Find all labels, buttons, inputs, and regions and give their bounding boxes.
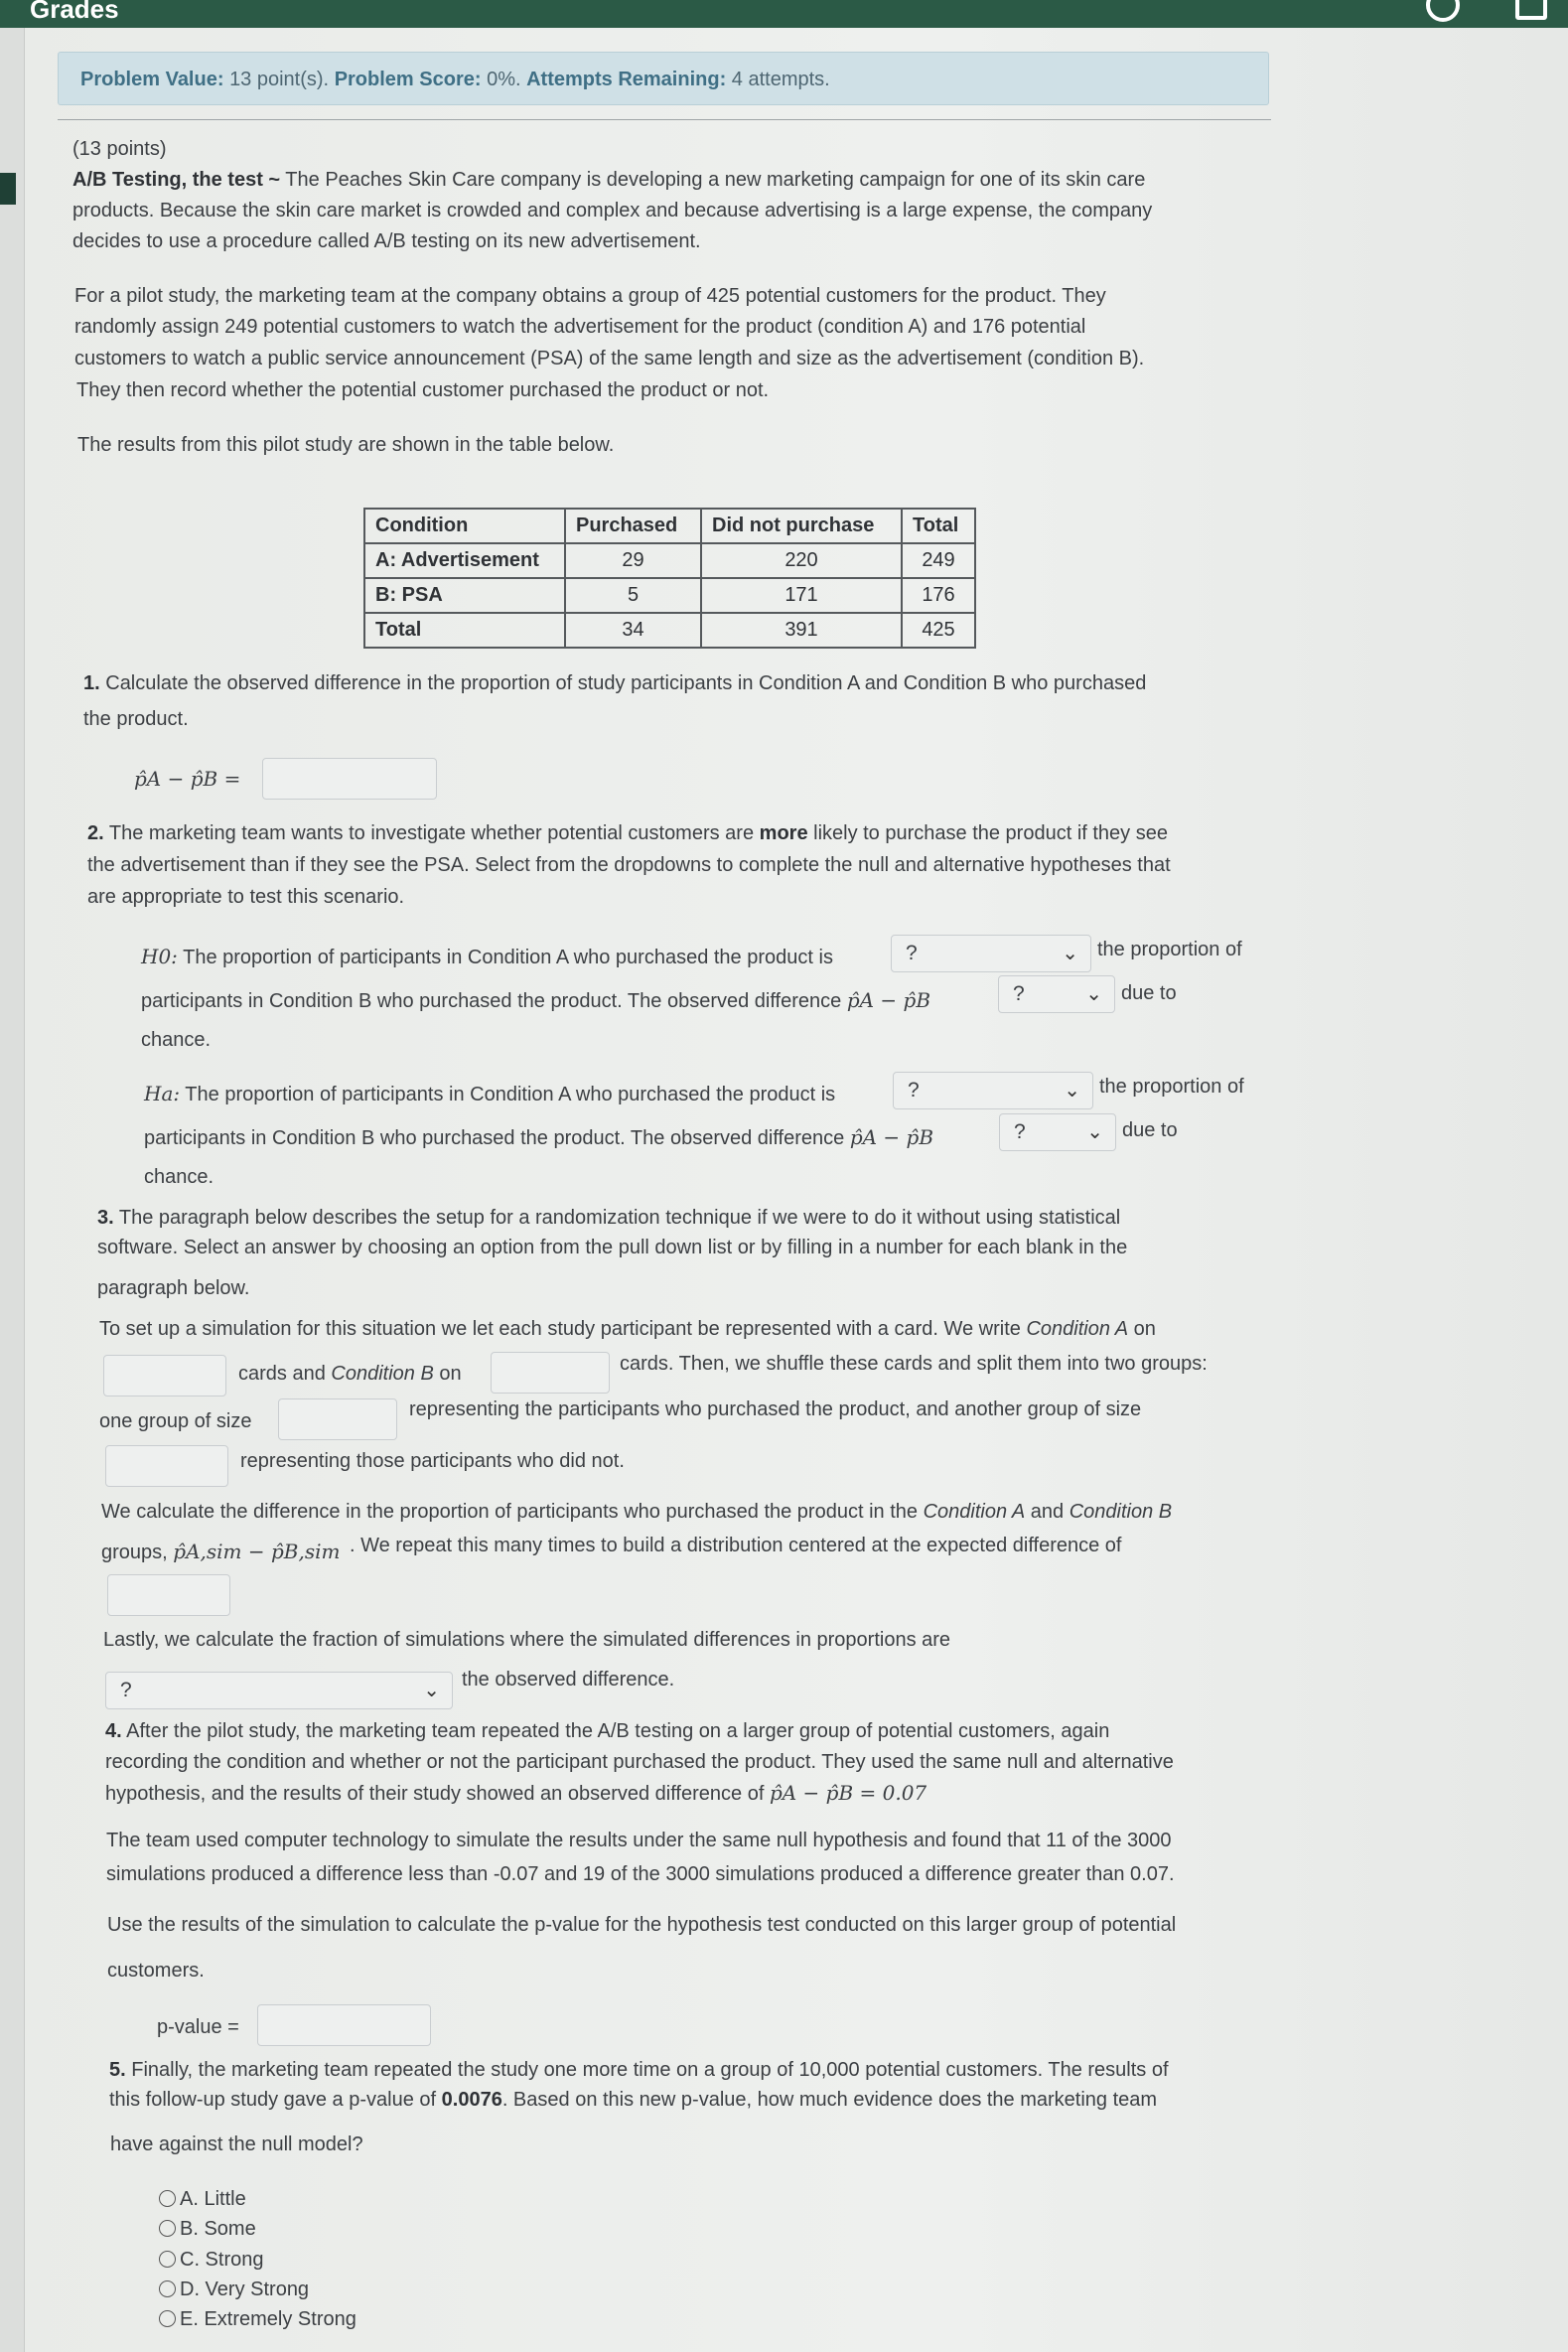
pilot-paragraph-line: For a pilot study, the marketing team at the company obtains a group of 425 potential customers for the product. They <box>74 285 1106 307</box>
q1-text <box>83 668 1146 699</box>
table-cell: 34 <box>565 613 701 648</box>
pvalue-input[interactable] <box>257 2004 431 2046</box>
q3-calc-text: groups, <box>101 1542 174 1563</box>
pilot-paragraph-line: customers to watch a public service announcement (PSA) of the same length and size as the advertisement (condition B). <box>74 348 1145 369</box>
attempts-label: Attempts Remaining: <box>526 69 727 90</box>
option-label: C. Strong <box>180 2249 264 2271</box>
option-label: D. Very Strong <box>180 2278 310 2300</box>
score-label: Problem Score: <box>334 69 482 90</box>
h0-chance-select[interactable] <box>998 975 1115 1013</box>
q1-line: Calculate the observed difference in the proportion of study participants in Condition A and Condition B who purchased <box>99 672 1147 694</box>
pilot-paragraph-line: randomly assign 249 potential customers to watch the advertisement for the product (condition A) and 176 potential <box>74 316 1086 338</box>
expected-difference-input[interactable] <box>107 1574 230 1616</box>
q3-calc-text: We calculate the difference in the proportion of participants who purchased the product in the <box>101 1501 924 1523</box>
option-c[interactable] <box>159 2245 263 2275</box>
radio-button[interactable] <box>159 2220 176 2237</box>
h0-line: due to <box>1121 982 1177 1004</box>
table-row <box>364 613 975 648</box>
table-header-row <box>364 509 975 543</box>
q5-line: Finally, the marketing team repeated the study one more time on a group of 10,000 potential customers. The results of <box>125 2059 1169 2081</box>
q1-answer-input[interactable] <box>262 758 437 800</box>
top-bar <box>0 0 1568 28</box>
q4-line: After the pilot study, the marketing team repeated the A/B testing on a larger group of potential customers, again <box>121 1720 1110 1742</box>
q2-line: likely to purchase the product if they see <box>807 822 1168 844</box>
pvalue-label: p-value = <box>157 2016 239 2038</box>
q3-setup-line: one group of size <box>99 1410 252 1432</box>
q3-setup-line: representing those participants who did not. <box>240 1450 625 1472</box>
ha-diff-formula: p̂A − p̂B <box>849 1125 934 1149</box>
ha-line: chance. <box>144 1166 214 1188</box>
q4-sim-line: The team used computer technology to simulate the results under the same null hypothesis and found that 11 of the 3000 <box>106 1830 1172 1851</box>
bookmark-marker[interactable] <box>0 173 16 205</box>
radio-button[interactable] <box>159 2251 176 2268</box>
select-value: ? <box>1014 1120 1026 1143</box>
table-cell: 220 <box>701 543 902 578</box>
h0-line: the proportion of <box>1097 939 1242 960</box>
q2-text <box>87 818 1168 849</box>
left-rail <box>0 28 25 2352</box>
ha-label: Ha: <box>144 1082 181 1105</box>
table-row <box>364 543 975 578</box>
q4-text <box>105 1716 1109 1747</box>
table-cell: 249 <box>902 543 975 578</box>
q5-text <box>109 2055 1169 2086</box>
comparison-select[interactable] <box>105 1672 453 1709</box>
table-cell: 29 <box>565 543 701 578</box>
table-header: Total <box>902 509 975 543</box>
problem-intro-line: products. Because the skin care market is crowded and complex and because advertising is a large expense, the company <box>72 200 1153 221</box>
q3-setup-line <box>99 1314 1156 1345</box>
option-e[interactable] <box>159 2304 356 2334</box>
table-cell: A: Advertisement <box>364 543 565 578</box>
divider <box>58 119 1271 120</box>
problem-intro-line <box>72 165 1145 196</box>
option-label: A. Little <box>180 2188 246 2210</box>
value-label: Problem Value: <box>80 69 224 90</box>
condition-b-label: Condition B <box>331 1363 434 1385</box>
problem-points: (13 points) <box>72 138 167 160</box>
h0-line-text: participants in Condition B who purchased the product. The observed difference <box>141 990 842 1012</box>
q3-calc-line <box>101 1497 1172 1528</box>
q5-line <box>109 2085 1157 2116</box>
radio-button[interactable] <box>159 2190 176 2207</box>
ha-line: the proportion of <box>1099 1076 1244 1098</box>
q5-line: have against the null model? <box>110 2133 363 2155</box>
h0-text <box>141 942 833 973</box>
q1-number: 1. <box>83 672 100 694</box>
problem-title: A/B Testing, the test ~ <box>72 169 281 191</box>
q2-line: the advertisement than if they see the PSA. Select from the dropdowns to complete the null and alternative hypotheses that <box>87 854 1171 876</box>
results-intro: The results from this pilot study are shown in the table below. <box>77 434 615 456</box>
q1-line: the product. <box>83 708 189 730</box>
q3-setup-line: cards. Then, we shuffle these cards and split them into two groups: <box>620 1353 1208 1375</box>
table-row <box>364 578 975 613</box>
q3-text <box>97 1203 1120 1234</box>
q3-calc-line: . We repeat this many times to build a distribution centered at the expected difference of <box>350 1535 1122 1556</box>
ha-relation-select[interactable] <box>893 1072 1093 1109</box>
ha-text <box>144 1079 835 1110</box>
option-a[interactable] <box>159 2184 246 2214</box>
option-d[interactable] <box>159 2275 309 2304</box>
q3-line: paragraph below. <box>97 1277 250 1299</box>
table-cell: 5 <box>565 578 701 613</box>
condition-b-label: Condition B <box>1069 1501 1173 1523</box>
q3-setup-line <box>238 1359 462 1390</box>
table-cell: 171 <box>701 578 902 613</box>
q3-number: 3. <box>97 1207 114 1229</box>
q5-pvalue: 0.0076 <box>441 2089 502 2111</box>
q4-observed-formula: p̂A − p̂B = 0.07 <box>769 1781 927 1805</box>
radio-button[interactable] <box>159 2310 176 2327</box>
chevron-down-icon: ⌄ <box>1064 1080 1080 1102</box>
condition-a-label: Condition A <box>1026 1318 1129 1340</box>
intro-text: The Peaches Skin Care company is developing a new marketing campaign for one of its skin care <box>280 169 1146 191</box>
q2-emphasis: more <box>759 822 808 844</box>
h0-line: The proportion of participants in Condition A who purchased the product is <box>177 947 833 968</box>
attempts-remaining: 4 attempts. <box>731 69 830 90</box>
group-purchased-size-input[interactable] <box>278 1398 397 1440</box>
q3-last-line: Lastly, we calculate the fraction of simulations where the simulated differences in proportions are <box>103 1629 951 1651</box>
q4-pvalue-line: Use the results of the simulation to calculate the p-value for the hypothesis test conducted on this larger group of potential <box>107 1914 1177 1936</box>
q3-calc-text: and <box>1025 1501 1069 1523</box>
table-cell: 176 <box>902 578 975 613</box>
table-cell: 391 <box>701 613 902 648</box>
q3-setup-text: on <box>1128 1318 1156 1340</box>
q3-setup-text: on <box>433 1363 462 1385</box>
h0-line: chance. <box>141 1029 212 1051</box>
q5-line-text: this follow-up study gave a p-value of <box>109 2089 442 2111</box>
q4-line <box>105 1778 927 1810</box>
sim-diff-formula: p̂A,sim − p̂B,sim <box>173 1540 341 1563</box>
q4-pvalue-line: customers. <box>107 1960 205 1982</box>
table-header: Condition <box>364 509 565 543</box>
chevron-down-icon: ⌄ <box>1085 983 1102 1005</box>
q3-calc-line <box>101 1537 340 1568</box>
q5-line-text: . Based on this new p-value, how much evidence does the marketing team <box>501 2089 1158 2111</box>
ha-line-text: participants in Condition B who purchased the product. The observed difference <box>144 1127 845 1149</box>
select-value: ? <box>908 1079 920 1102</box>
cards-condition-a-input[interactable] <box>103 1355 226 1396</box>
option-label: E. Extremely Strong <box>180 2308 356 2330</box>
select-value: ? <box>906 942 918 964</box>
option-b[interactable] <box>159 2214 256 2244</box>
h0-label: H0: <box>141 945 178 968</box>
pilot-paragraph-line: They then record whether the potential customer purchased the product or not. <box>76 379 770 401</box>
q3-setup-text: To set up a simulation for this situation we let each study participant be represented with a card. We write <box>99 1318 1027 1340</box>
group-not-purchased-size-input[interactable] <box>105 1445 228 1487</box>
ha-line: The proportion of participants in Condition A who purchased the product is <box>180 1084 836 1105</box>
h0-relation-select[interactable] <box>891 935 1091 972</box>
table-cell: Total <box>364 613 565 648</box>
problem-info-bar <box>58 52 1269 105</box>
problem-score: 0%. <box>487 69 521 90</box>
cards-condition-b-input[interactable] <box>491 1352 610 1394</box>
q4-line-text: hypothesis, and the results of their study showed an observed difference of <box>105 1783 770 1805</box>
problem-intro-line: decides to use a procedure called A/B testing on its new advertisement. <box>72 230 701 252</box>
external-link-icon[interactable] <box>1515 0 1547 20</box>
q5-number: 5. <box>109 2059 126 2081</box>
q3-setup-text: cards and <box>238 1363 332 1385</box>
chevron-down-icon: ⌄ <box>1062 943 1078 964</box>
q2-line: The marketing team wants to investigate whether potential customers are <box>103 822 760 844</box>
ha-chance-select[interactable] <box>999 1113 1116 1151</box>
table-header: Purchased <box>565 509 701 543</box>
q4-number: 4. <box>105 1720 122 1742</box>
q4-sim-line: simulations produced a difference less than -0.07 and 19 of the 3000 simulations produced a difference greater than 0.07. <box>106 1863 1175 1885</box>
ha-line <box>144 1122 933 1154</box>
select-value: ? <box>120 1679 132 1701</box>
h0-line <box>141 985 930 1017</box>
condition-a-label: Condition A <box>923 1501 1026 1523</box>
q4-line: recording the condition and whether or not the participant purchased the product. They used the same null and alternative <box>105 1751 1174 1773</box>
q2-number: 2. <box>87 822 104 844</box>
table-cell: 425 <box>902 613 975 648</box>
h0-diff-formula: p̂A − p̂B <box>846 988 931 1012</box>
chevron-down-icon: ⌄ <box>1086 1121 1103 1143</box>
chevron-down-icon: ⌄ <box>423 1680 440 1701</box>
option-label: B. Some <box>180 2218 256 2240</box>
table-cell: B: PSA <box>364 578 565 613</box>
q3-last-line: the observed difference. <box>462 1669 675 1690</box>
top-bar-title[interactable]: Grades <box>30 0 119 24</box>
select-value: ? <box>1013 982 1025 1005</box>
help-icon[interactable] <box>1426 0 1460 22</box>
q3-line: The paragraph below describes the setup for a randomization technique if we were to do it without using statistical <box>113 1207 1121 1229</box>
q1-formula: p̂A − p̂B = <box>134 767 241 791</box>
q3-line: software. Select an answer by choosing an option from the pull down list or by filling in a number for each blank in the <box>97 1237 1128 1258</box>
results-table <box>363 508 976 649</box>
q2-line: are appropriate to test this scenario. <box>87 886 405 908</box>
problem-value: 13 point(s). <box>229 69 330 90</box>
ha-line: due to <box>1122 1119 1178 1141</box>
radio-button[interactable] <box>159 2280 176 2297</box>
table-header: Did not purchase <box>701 509 902 543</box>
q3-setup-line: representing the participants who purchased the product, and another group of size <box>409 1398 1142 1420</box>
